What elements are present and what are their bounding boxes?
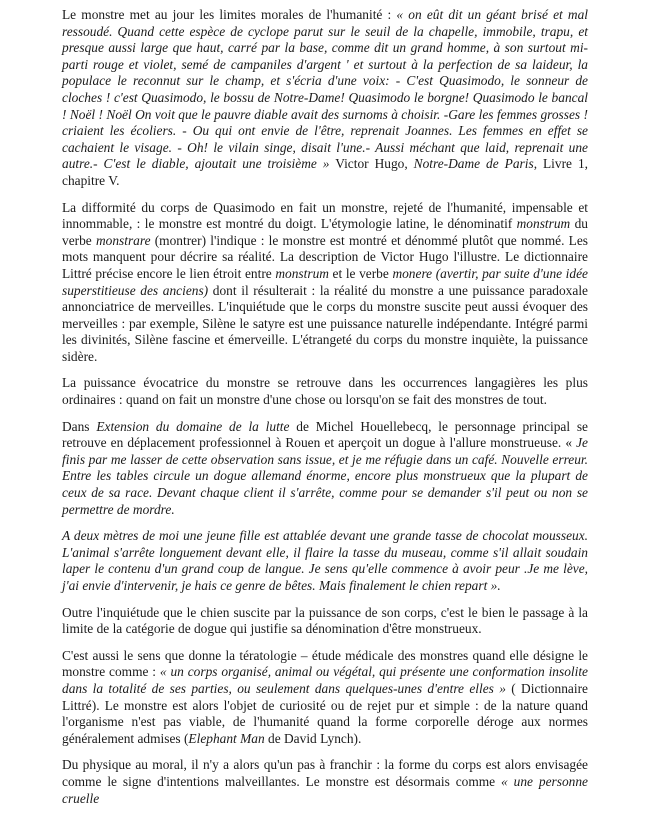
text-segment: C'est aussi le sens que donne la tératologie – étude médicale des monstres quand elle désigne le monstre comme : xyxy=(62,647,588,680)
text-segment: La difformité du corps de Quasimodo en fait un monstre, rejeté de l'humanité, impensable et innommable, : le monstre est montré du doigt. L'étymologie latine, le dénominatif xyxy=(62,199,588,232)
text-segment: dont il résulterait : la réalité du monstre a une puissance paradoxale annonciatrice de merveilles. L'inquiétude que le corps du monstre suscite peut aussi évoquer des merveilles : par exemple, Silène le satyre est une puissance naturelle indépendante. Intégré parmi les divinités, Silène fascine et émerveille. L'étrangeté du corps du monstre inquiète, la puissance sidère. xyxy=(62,282,588,364)
text-segment: et le verbe xyxy=(328,265,393,281)
italic-quote: « on eût dit un géant brisé et mal ressoudé. Quand cette espèce de cyclope parut sur le seuil de la chapelle, immobile, trapu, et presque aussi large que haut, carré par la base, comme dit un grand homme, à son surtout mi-parti rouge et violet, semé de campaniles d'argent ' et surtout à la perfection de sa laideur, la populace le reconnut sur le champ, et s'écria d'une voix: - C'est Quasimodo, le sonneur de cloches ! c'est Quasimodo, le bossu de Notre-Dame! Quasimodo le borgne! Quasimodo le bancal ! Noël ! Noël On voit que le pauvre diable avait des surnoms à choisir. -Gare les femmes grosses ! criaient les écoliers. - Ou qui ont envie de l'être, reprenait Joannes. Les femmes en effet se cachaient le visage. - Oh! le vilain singe, disait l'une.- Aussi méchant que laid, reprenait une autre.- C'est le diable, ajoutait une troisième » xyxy=(62,7,588,172)
italic-term: monstrare xyxy=(95,232,151,248)
italic-term: monstrum xyxy=(275,265,329,281)
text-segment: Dans xyxy=(62,418,97,434)
italic-quote: A deux mètres de moi une jeune fille est attablée devant une grande tasse de chocolat mousseux. L'animal s'arrête longuement devant elle, il flaire la tasse du museau, comme s'il allait soudain laper le contenu d'un grand coup de langue. Je sens qu'elle commence à avoir peur .Je me lève, j'ai envie d'intervenir, je hais ce genre de bêtes. Mais finalement le chien repart ». xyxy=(62,528,588,593)
text-segment: (montrer) l'indique : le monstre est montré et dénommé plutôt que nommé. Les mots manquent pour décrire sa réalité. La description de Victor Hugo l'illustre. Le dictionnaire Littré précise encore le lien étroit entre xyxy=(62,232,588,281)
text-segment: du verbe xyxy=(62,216,588,248)
paragraph-teratology xyxy=(62,648,588,748)
text-segment: de David Lynch). xyxy=(264,730,362,746)
book-title: Extension du domaine de la lutte xyxy=(96,418,290,434)
text-segment: La puissance évocatrice du monstre se retrouve dans les occurrences langagières les plus ordinaires : quand on fait un monstre d'une chose ou lorsqu'on se fait des monstres de tout. xyxy=(62,375,588,408)
text-segment: de Michel Houellebecq, le personnage principal se retrouve en déplacement professionnel à Rouen et aperçoit un dogue à l'allure monstrueuse. « xyxy=(62,418,589,451)
document-page xyxy=(62,7,588,817)
text-segment: Victor Hugo, xyxy=(329,156,414,172)
book-title: Notre-Dame de Paris xyxy=(413,156,534,172)
italic-term: monere (avertir, par suite d'une idée superstitieuse des anciens) xyxy=(62,265,588,298)
italic-term: monstrum xyxy=(516,216,571,232)
text-segment: Outre l'inquiétude que le chien suscite par la puissance de son corps, c'est le bien le passage à la limite de la catégorie de dogue qui justifie sa dénomination d'être monstrueux. xyxy=(62,604,588,637)
italic-quote: « une personne cruelle xyxy=(62,773,588,806)
italic-quote: « un corps organisé, animal ou végétal, qui présente une conformation insolite dans la totalité de ses parties, ou seulement dans quelques-unes d'entre elles » xyxy=(62,664,588,696)
text-segment: , Livre 1, chapitre V. xyxy=(62,156,588,188)
paragraph-evocative-power xyxy=(62,375,588,408)
paragraph-etymology xyxy=(62,200,588,366)
text-segment: Du physique au moral, il n'y a alors qu'un pas à franchir : la forme du corps est alors envisagée comme le signe d'intentions malveillantes. Le monstre est désormais comme xyxy=(62,757,588,789)
paragraph-hugo-quote xyxy=(62,7,588,190)
film-title: Elephant Man xyxy=(188,730,265,746)
text-segment: ( Dictionnaire Littré). Le monstre est alors l'objet de curiosité ou de rejet pur et simple : de la nature quand l'organisme n'est pas viable, de l'humanité quand la forme corporelle déroge aux normes généralement admises ( xyxy=(62,680,588,746)
paragraph-dog-limit xyxy=(62,605,588,638)
paragraph-houellebecq-intro xyxy=(62,419,588,519)
paragraph-houellebecq-quote xyxy=(62,528,588,594)
italic-quote: Je finis par me lasser de cette observation sans issue, et je me réfugie dans un café. Nouvelle erreur. Entre les tables circule un dogue allemand énorme, encore plus monstrueux que la plupart de ceux de sa race. Devant chaque client il s'arrête, comme pour se demander s'il peut ou non se permettre de mordre. xyxy=(62,435,588,517)
text-segment: Le monstre met au jour les limites morales de l'humanité : xyxy=(62,7,397,22)
paragraph-physical-moral xyxy=(62,757,588,807)
